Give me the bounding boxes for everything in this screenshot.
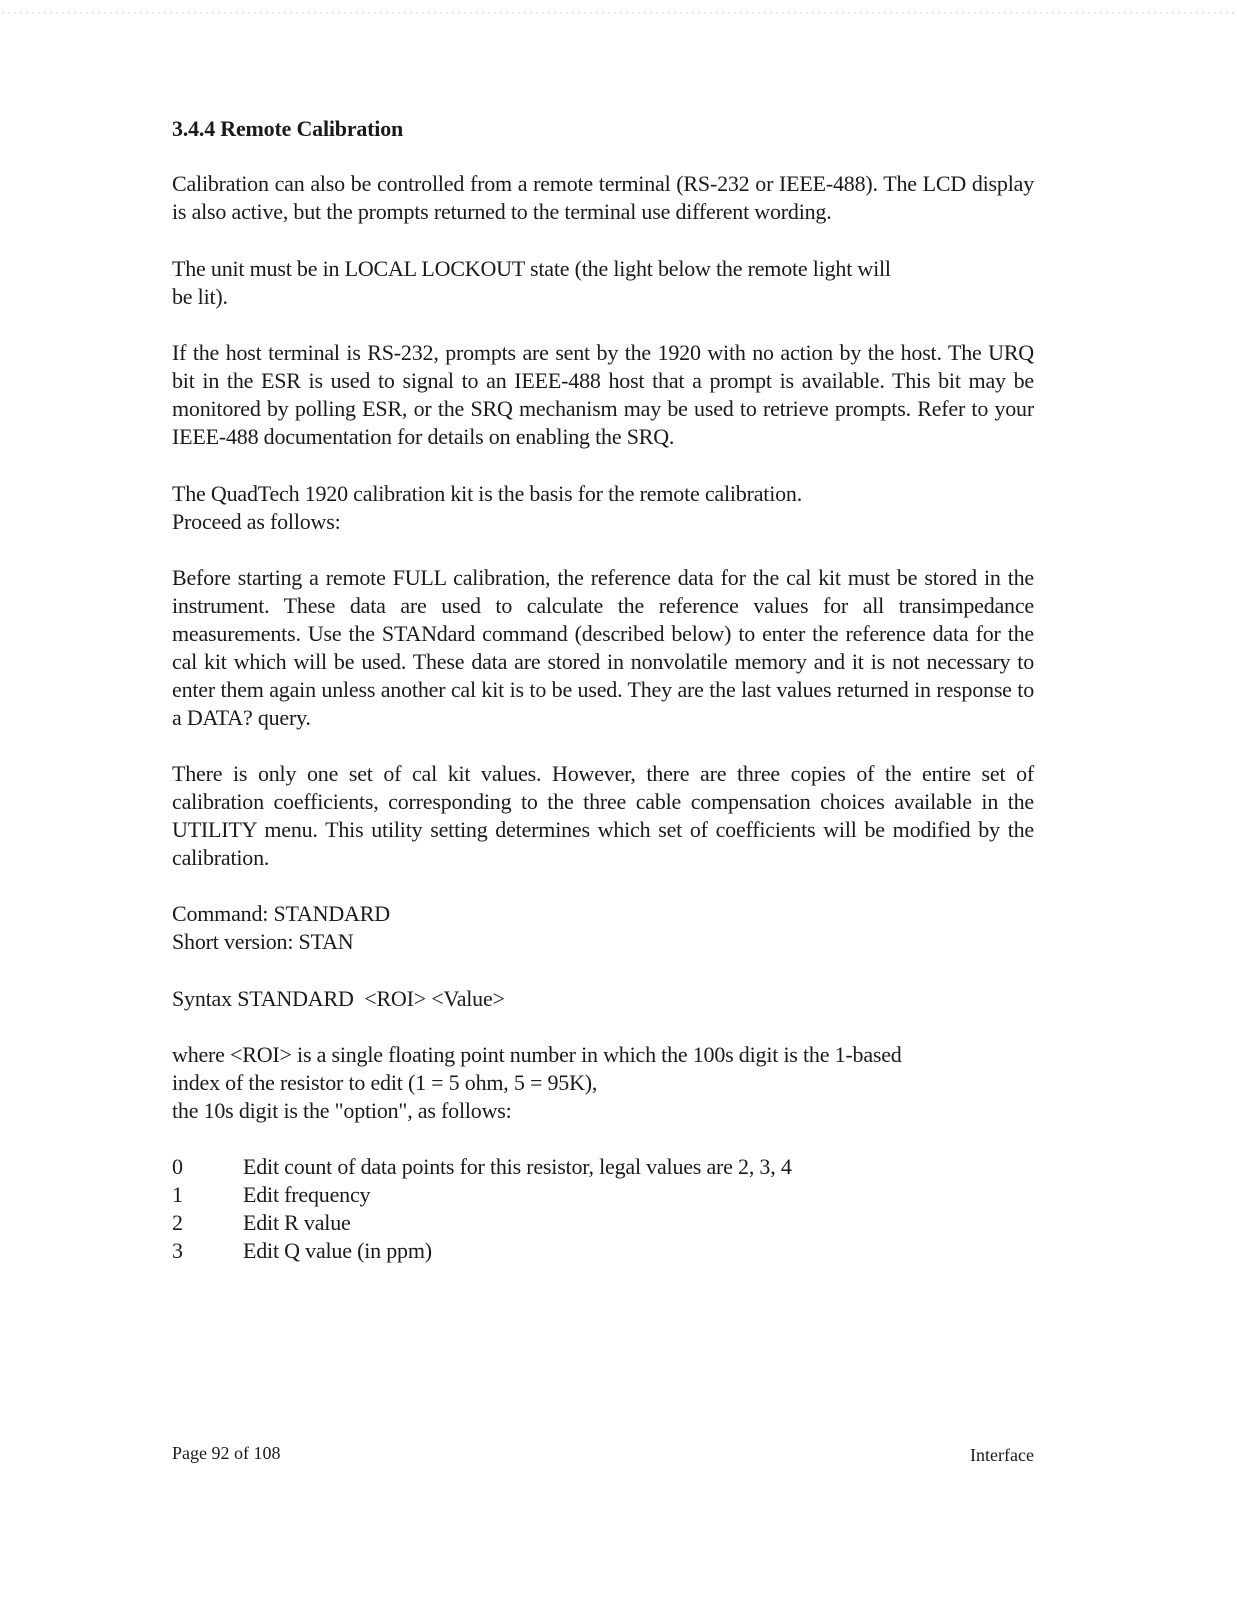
option-row bbox=[172, 1153, 1034, 1181]
roi-line: the 10s digit is the "option", as follows: bbox=[172, 1098, 512, 1123]
option-code: 1 bbox=[172, 1182, 183, 1207]
option-code: 0 bbox=[172, 1154, 183, 1179]
command-name: Command: STANDARD bbox=[172, 901, 390, 926]
scan-artifact-dots bbox=[0, 12, 1237, 14]
option-row bbox=[172, 1209, 1034, 1237]
option-code: 2 bbox=[172, 1210, 183, 1235]
roi-description bbox=[172, 1041, 1034, 1125]
kit-line: The QuadTech 1920 calibration kit is the basis for the remote calibration. bbox=[172, 481, 803, 506]
option-list bbox=[172, 1153, 1034, 1265]
coefficient-copies-paragraph: There is only one set of cal kit values. However, there are three copies of the entire set of calibration coefficients, corresponding to the three cable compensation choices available in the UTILITY menu. This utility setting determines which set of coefficients will be modified by the calibration. bbox=[172, 761, 1034, 870]
page-content bbox=[172, 110, 1034, 1265]
rs232-paragraph: If the host terminal is RS-232, prompts are sent by the 1920 with no action by the host. The URQ bit in the ESR is used to signal to an IEEE-488 host that a prompt is available. This bit may be monitored by polling ESR, or the SRQ mechanism may be used to retrieve prompts. Refer to your IEEE-488 documentation for details on enabling the SRQ. bbox=[172, 340, 1034, 449]
option-text: Edit frequency bbox=[243, 1182, 371, 1207]
kit-line: Proceed as follows: bbox=[172, 509, 341, 534]
lockout-paragraph bbox=[172, 255, 1034, 311]
option-text: Edit count of data points for this resistor, legal values are 2, 3, 4 bbox=[243, 1154, 792, 1179]
option-row bbox=[172, 1181, 1034, 1209]
calibration-kit-paragraph bbox=[172, 480, 1034, 536]
page-number: Page 92 of 108 bbox=[172, 1443, 281, 1463]
option-text: Edit R value bbox=[243, 1210, 351, 1235]
option-code: 3 bbox=[172, 1238, 183, 1263]
option-text: Edit Q value (in ppm) bbox=[243, 1238, 432, 1263]
command-block bbox=[172, 900, 1034, 956]
section-title: 3.4.4 Remote Calibration bbox=[172, 116, 404, 141]
roi-line: where <ROI> is a single floating point number in which the 100s digit is the 1-based bbox=[172, 1042, 902, 1067]
lockout-line: be lit). bbox=[172, 284, 228, 309]
command-short-version: Short version: STAN bbox=[172, 929, 354, 954]
syntax-line: Syntax STANDARD <ROI> <Value> bbox=[172, 986, 505, 1011]
lockout-line: The unit must be in LOCAL LOCKOUT state (the light below the remote light will bbox=[172, 256, 891, 281]
roi-line: index of the resistor to edit (1 = 5 ohm, 5 = 95K), bbox=[172, 1070, 598, 1095]
chapter-name: Interface bbox=[970, 1445, 1034, 1465]
option-row bbox=[172, 1237, 1034, 1265]
intro-paragraph: Calibration can also be controlled from a remote terminal (RS-232 or IEEE-488). The LCD display is also active, but the prompts returned to the terminal use different wording. bbox=[172, 171, 1034, 224]
full-calibration-paragraph: Before starting a remote FULL calibration, the reference data for the cal kit must be stored in the instrument. These data are used to calculate the reference values for all transimpedance measurements. Use the STANdard command (described below) to enter the reference data for the cal kit which will be used. These data are stored in nonvolatile memory and it is not necessary to enter them again unless another cal kit is to be used. They are the last values returned in response to a DATA? query. bbox=[172, 565, 1034, 730]
